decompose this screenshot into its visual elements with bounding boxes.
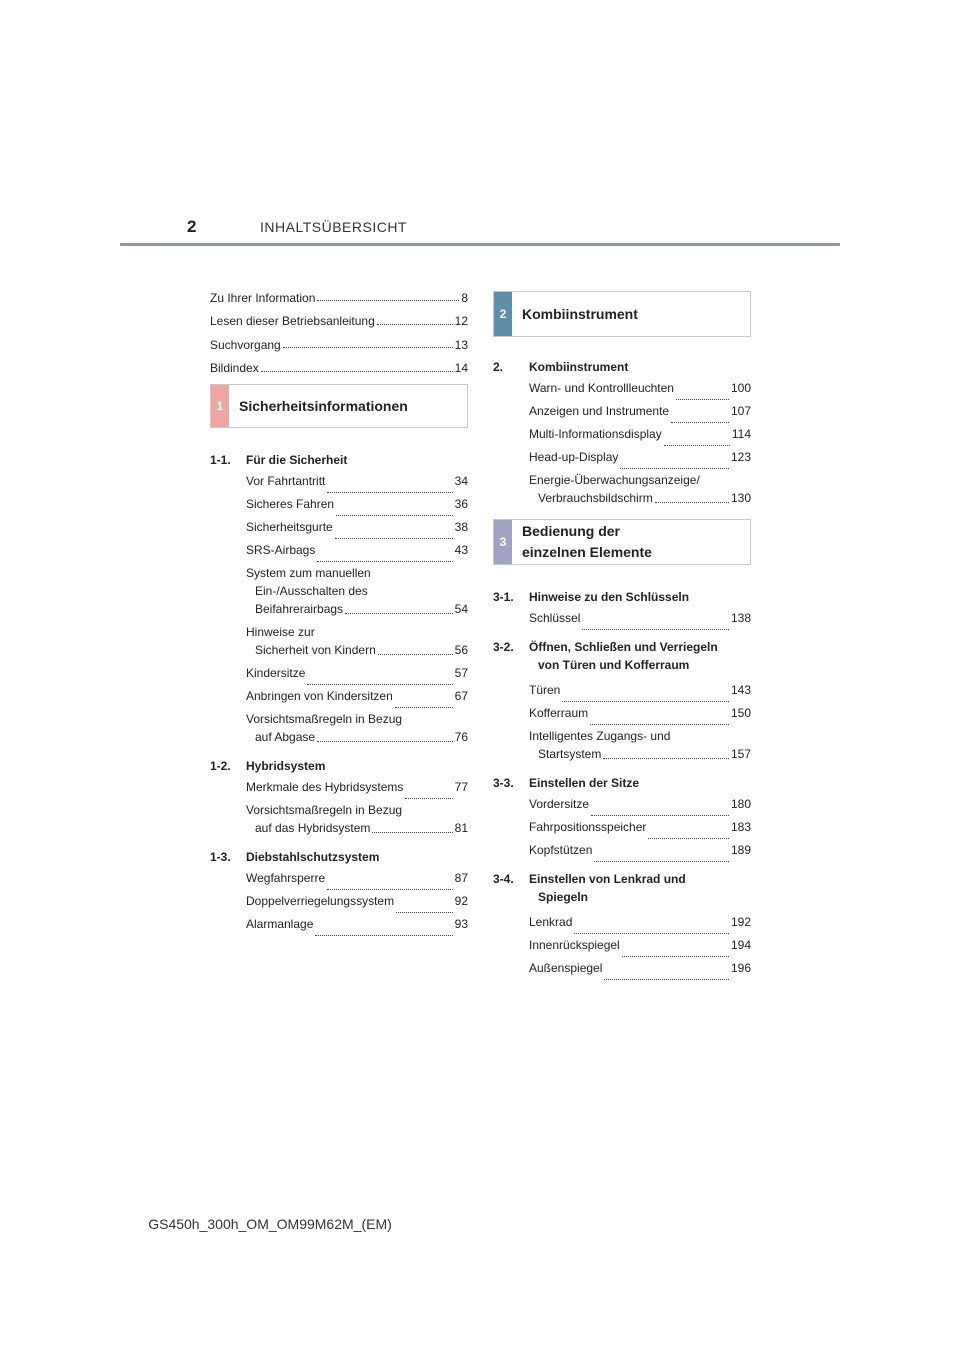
chapter-1-2 [210, 754, 468, 839]
toc-entry[interactable] [210, 310, 468, 334]
toc-entry[interactable] [246, 469, 468, 492]
chapter-3-4 [493, 867, 751, 979]
toc-entry-label: Anbringen von Kindersitzen [246, 688, 393, 703]
toc-entry[interactable] [529, 422, 751, 445]
toc-entry-page: 114 [731, 426, 751, 441]
leader-dots [591, 815, 729, 816]
toc-entry[interactable] [246, 912, 468, 935]
toc-entry[interactable] [529, 792, 751, 815]
chapter-title-line: Öffnen, Schließen und Verriegeln [529, 640, 718, 654]
toc-entry[interactable] [246, 620, 468, 661]
leader-dots [574, 933, 729, 934]
chapter-number: 3-3. [493, 776, 514, 790]
toc-entry-label-cont: Beifahrerairbags [255, 601, 344, 616]
chapter-heading[interactable] [210, 845, 468, 866]
toc-entry-label-cont: auf das Hybridsystem [255, 820, 371, 835]
toc-entry-page: 56 [454, 642, 468, 657]
chapter-heading[interactable] [493, 355, 751, 376]
toc-entry[interactable] [529, 815, 751, 838]
toc-entry[interactable] [246, 561, 468, 620]
leader-dots [317, 741, 453, 742]
chapter-title: Einstellen der Sitze [529, 776, 640, 790]
leader-dots [676, 399, 729, 400]
toc-entry-label: Kindersitze [246, 665, 306, 680]
leader-dots [664, 445, 730, 446]
chapter-title: Diebstahlschutzsystem [246, 850, 380, 864]
chapter-number: 1-3. [210, 850, 231, 864]
chapter-2 [493, 355, 751, 509]
toc-entry-page: 194 [730, 937, 751, 952]
toc-entry[interactable] [210, 286, 468, 310]
section-number-tab: 1 [211, 385, 229, 427]
chapter-3-1 [493, 585, 751, 629]
chapter-1-1 [210, 448, 468, 748]
toc-entry-page: 54 [454, 601, 468, 616]
toc-entry-page: 183 [730, 819, 751, 834]
toc-entry-page: 12 [454, 314, 468, 329]
toc-entry-page: 77 [454, 779, 468, 794]
page-title: INHALTSÜBERSICHT [260, 219, 407, 235]
left-column [210, 286, 468, 935]
leader-dots [620, 468, 729, 469]
toc-entry-label: Hinweise zur [246, 624, 315, 639]
header-rule [120, 243, 840, 246]
toc-entry-label: System zum manuellen [246, 565, 371, 580]
chapter-1-3 [210, 845, 468, 935]
toc-entry[interactable] [529, 933, 751, 956]
chapter-heading[interactable] [210, 754, 468, 775]
chapter-heading[interactable] [493, 867, 751, 906]
toc-entry-label: Sicherheitsgurte [246, 519, 333, 534]
leader-dots [396, 912, 453, 913]
toc-entry[interactable] [529, 399, 751, 422]
toc-entry-page: 14 [454, 361, 468, 376]
chapter-title: Kombiinstrument [529, 360, 629, 374]
toc-entry-page: 107 [730, 403, 751, 418]
leader-dots [327, 889, 452, 890]
leader-dots [622, 956, 729, 957]
chapter-3-3 [493, 771, 751, 861]
leader-dots [405, 798, 452, 799]
toc-entry[interactable] [529, 376, 751, 399]
chapter-3-2 [493, 635, 751, 765]
leader-dots [307, 684, 452, 685]
chapter-title [529, 870, 751, 906]
toc-entry[interactable] [529, 468, 751, 509]
section-title: Sicherheitsinformationen [239, 397, 408, 414]
toc-entry-label: Merkmale des Hybridsystems [246, 779, 404, 794]
leader-dots [378, 654, 453, 655]
chapter-heading[interactable] [493, 585, 751, 606]
toc-entry-label: Schlüssel [529, 610, 581, 625]
leader-dots [648, 838, 729, 839]
chapter-title: Hybridsystem [246, 759, 326, 773]
toc-entry[interactable] [210, 333, 468, 357]
toc-entry[interactable] [246, 684, 468, 707]
toc-entry-label: Energie-Überwachungsanzeige/ [529, 472, 700, 487]
section-title-line: einzelnen Elemente [522, 544, 652, 560]
toc-entry-page: 13 [454, 337, 468, 352]
leader-dots [315, 935, 452, 936]
toc-entry[interactable] [529, 445, 751, 468]
toc-entry[interactable] [529, 724, 751, 765]
toc-entry-page: 57 [454, 665, 468, 680]
toc-entry[interactable] [529, 956, 751, 979]
toc-entry-label: Bildindex [210, 361, 259, 376]
chapter-heading[interactable] [493, 771, 751, 792]
chapter-title-line: Einstellen von Lenkrad und [529, 872, 686, 886]
toc-entry-label-cont: Ein-/Ausschalten des [255, 583, 368, 598]
toc-entry-label: Vordersitze [529, 796, 590, 811]
toc-entry-page: 143 [730, 682, 751, 697]
toc-entry[interactable] [529, 838, 751, 861]
section-number-tab: 3 [494, 520, 512, 564]
chapter-title [529, 638, 751, 674]
chapter-number: 1-1. [210, 453, 231, 467]
section-header-1[interactable] [210, 384, 468, 428]
toc-entry-label: Vorsichtsmaßregeln in Bezug [246, 711, 403, 726]
toc-entry-label-cont: Sicherheit von Kindern [255, 642, 376, 657]
leader-dots [604, 979, 729, 980]
toc-entry-label: Vorsichtsmaßregeln in Bezug [246, 802, 403, 817]
leader-dots [317, 300, 459, 301]
chapter-title-line: von Türen und Kofferraum [538, 658, 690, 672]
toc-entry[interactable] [246, 492, 468, 515]
toc-entry-label: SRS-Airbags [246, 542, 316, 557]
toc-entry-page: 150 [730, 705, 751, 720]
toc-entry-label: Anzeigen und Instrumente [529, 403, 670, 418]
toc-entry-label: Head-up-Display [529, 449, 619, 464]
leader-dots [372, 832, 452, 833]
leader-dots [395, 707, 453, 708]
toc-entry-label: Außenspiegel [529, 960, 603, 975]
section-title: Kombiinstrument [522, 305, 638, 322]
toc-entry[interactable] [246, 515, 468, 538]
chapter-number: 3-1. [493, 590, 514, 604]
toc-entry-label: Sicheres Fahren [246, 496, 335, 511]
toc-entry-label: Suchvorgang [210, 337, 281, 352]
toc-entry[interactable] [246, 775, 468, 798]
toc-entry-label: Intelligentes Zugangs- und [529, 728, 671, 743]
toc-entry-label-cont: Verbrauchsbildschirm [538, 490, 653, 505]
toc-entry-page: 189 [730, 842, 751, 857]
toc-entry-label: Doppelverriegelungssystem [246, 893, 395, 908]
section-header-3[interactable] [493, 519, 751, 565]
leader-dots [336, 515, 453, 516]
toc-entry-page: 180 [730, 796, 751, 811]
leader-dots [283, 347, 453, 348]
toc-entry-label: Zu Ihrer Information [210, 290, 316, 305]
toc-entry-page: 87 [454, 870, 468, 885]
toc-entry-label: Wegfahrsperre [246, 870, 326, 885]
toc-entry-label-cont: Startsystem [538, 746, 602, 761]
toc-entry-label: Türen [529, 682, 561, 697]
chapter-number: 1-2. [210, 759, 231, 773]
toc-entry[interactable] [210, 357, 468, 381]
toc-entry-label-cont: auf Abgase [255, 729, 316, 744]
leader-dots [603, 758, 729, 759]
toc-entry-page: 100 [730, 380, 751, 395]
toc-entry[interactable] [246, 707, 468, 748]
toc-entry[interactable] [246, 866, 468, 889]
chapter-heading[interactable] [210, 448, 468, 469]
toc-entry[interactable] [529, 701, 751, 724]
leader-dots [261, 371, 453, 372]
toc-entry[interactable] [529, 678, 751, 701]
leader-dots [594, 861, 729, 862]
leader-dots [335, 538, 453, 539]
leader-dots [582, 629, 729, 630]
toc-entry-page: 138 [730, 610, 751, 625]
toc-entry-page: 81 [454, 820, 468, 835]
toc-entry-label: Multi-Informationsdisplay [529, 426, 662, 441]
toc-entry-label: Fahrpositionsspeicher [529, 819, 647, 834]
chapter-title-line: Spiegeln [538, 890, 589, 904]
toc-entry-label: Lenkrad [529, 914, 573, 929]
leader-dots [317, 561, 452, 562]
toc-entry-page: 36 [454, 496, 468, 511]
leader-dots [671, 422, 729, 423]
toc-entry[interactable] [246, 538, 468, 561]
chapter-number: 2. [493, 360, 504, 374]
toc-entry-label: Alarmanlage [246, 916, 314, 931]
toc-entry-label: Kopfstützen [529, 842, 593, 857]
toc-entry-page: 76 [454, 729, 468, 744]
toc-entry-label: Innenrückspiegel [529, 937, 620, 952]
toc-entry[interactable] [529, 910, 751, 933]
toc-entry-page: 130 [730, 490, 751, 505]
toc-entry-page: 67 [454, 688, 468, 703]
section-title [512, 520, 652, 564]
toc-entry-page: 92 [454, 893, 468, 908]
chapter-heading[interactable] [493, 635, 751, 674]
toc-entry-page: 93 [454, 916, 468, 931]
section-title-line: Bedienung der [522, 523, 621, 539]
chapter-number: 3-4. [493, 872, 514, 886]
toc-entry-label: Lesen dieser Betriebsanleitung [210, 314, 375, 329]
chapter-title: Für die Sicherheit [246, 453, 348, 467]
toc-entry-page: 192 [730, 914, 751, 929]
page-number: 2 [187, 217, 197, 236]
toc-entry-page: 38 [454, 519, 468, 534]
toc-entry-page: 8 [461, 290, 468, 305]
section-number-tab: 2 [494, 292, 512, 336]
chapter-title: Hinweise zu den Schlüsseln [529, 590, 690, 604]
leader-dots [655, 502, 729, 503]
toc-entry[interactable] [246, 889, 468, 912]
leader-dots [345, 613, 453, 614]
document-code: GS450h_300h_OM_OM99M62M_(EM) [148, 1216, 392, 1232]
leader-dots [377, 324, 453, 325]
section-header-2[interactable] [493, 291, 751, 337]
leader-dots [562, 701, 729, 702]
toc-entry[interactable] [529, 606, 751, 629]
leader-dots [327, 492, 452, 493]
right-column [493, 289, 751, 979]
chapter-number: 3-2. [493, 640, 514, 654]
toc-entry-page: 196 [730, 960, 751, 975]
leader-dots [590, 724, 729, 725]
toc-entry-page: 123 [730, 449, 751, 464]
toc-entry-page: 43 [454, 542, 468, 557]
toc-entry[interactable] [246, 798, 468, 839]
toc-entry-label: Kofferraum [529, 705, 589, 720]
toc-entry-label: Warn- und Kontrollleuchten [529, 380, 674, 395]
toc-entry-label: Vor Fahrtantritt [246, 473, 326, 488]
toc-entry-page: 34 [454, 473, 468, 488]
toc-entry[interactable] [246, 661, 468, 684]
toc-entry-page: 157 [730, 746, 751, 761]
